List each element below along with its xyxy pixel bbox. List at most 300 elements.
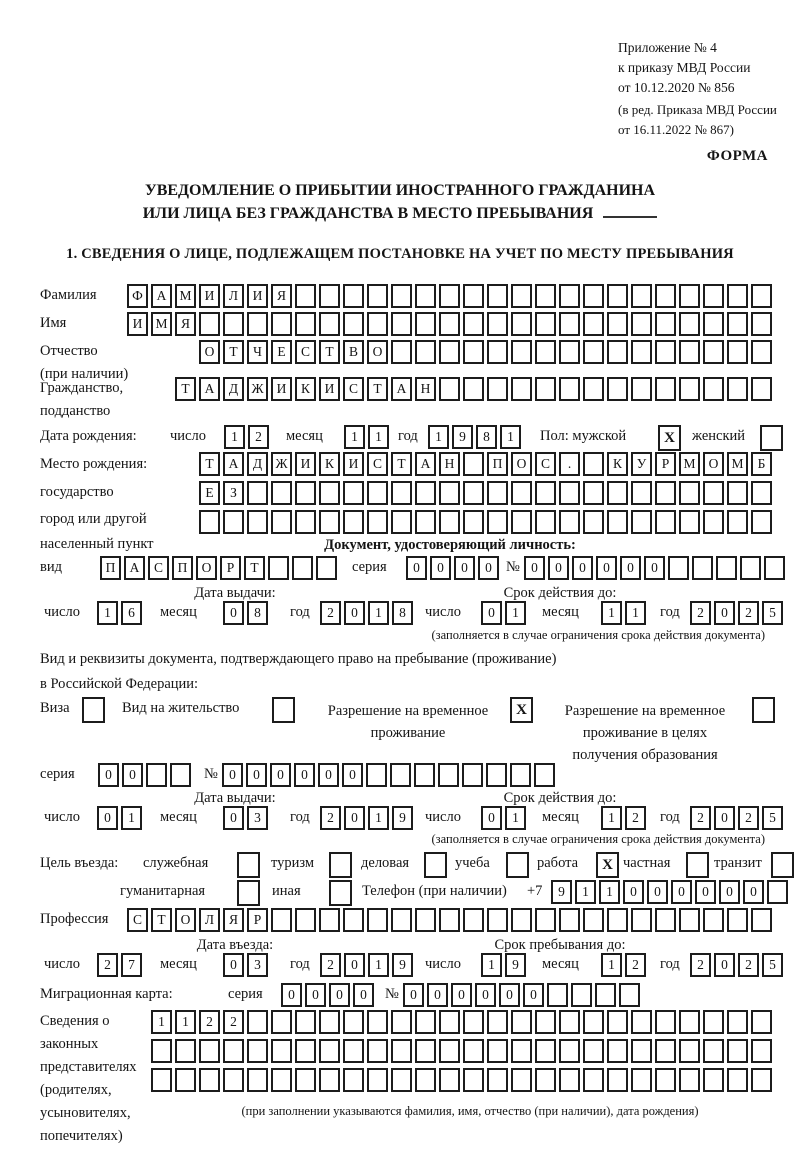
char-box[interactable] [367,312,388,336]
temp-residence-checkbox[interactable]: X [510,697,533,723]
char-box[interactable]: 2 [320,806,341,830]
char-box[interactable]: Т [391,452,412,476]
char-box[interactable] [751,510,772,534]
char-box[interactable] [367,1010,388,1034]
purpose-humanitarian-checkbox[interactable] [237,880,260,906]
char-box[interactable] [415,340,436,364]
char-box[interactable] [486,763,507,787]
char-box[interactable]: 0 [481,601,502,625]
char-box[interactable]: 8 [392,601,413,625]
char-box[interactable] [751,1010,772,1034]
char-box[interactable]: 1 [368,425,389,449]
char-box[interactable] [607,510,628,534]
char-box[interactable]: 1 [601,601,622,625]
char-box[interactable] [607,481,628,505]
char-box[interactable]: 1 [344,425,365,449]
char-box[interactable]: 9 [505,953,526,977]
char-box[interactable]: 0 [427,983,448,1007]
char-box[interactable]: 9 [551,880,572,904]
char-box[interactable] [511,1039,532,1063]
char-box[interactable] [767,880,788,904]
char-box[interactable] [619,983,640,1007]
char-box[interactable]: 0 [294,763,315,787]
char-box[interactable] [510,763,531,787]
char-box[interactable]: 1 [505,601,526,625]
char-box[interactable]: 0 [430,556,451,580]
char-box[interactable] [175,1068,196,1092]
char-box[interactable] [463,1068,484,1092]
char-box[interactable] [319,481,340,505]
char-box[interactable] [559,284,580,308]
char-box[interactable]: П [487,452,508,476]
char-box[interactable]: 0 [270,763,291,787]
char-box[interactable] [727,1039,748,1063]
char-box[interactable]: . [559,452,580,476]
char-box[interactable] [559,377,580,401]
char-box[interactable] [391,481,412,505]
char-box[interactable] [391,1010,412,1034]
char-box[interactable] [583,1010,604,1034]
purpose-official-checkbox[interactable] [237,852,260,878]
char-box[interactable] [343,481,364,505]
char-box[interactable]: 5 [762,806,783,830]
purpose-work-checkbox[interactable]: X [596,852,619,878]
char-box[interactable] [511,284,532,308]
char-box[interactable] [727,284,748,308]
char-box[interactable]: 0 [743,880,764,904]
char-box[interactable]: И [199,284,220,308]
char-box[interactable] [367,481,388,505]
char-box[interactable] [534,763,555,787]
char-box[interactable] [271,1010,292,1034]
char-box[interactable] [607,340,628,364]
char-box[interactable]: О [175,908,196,932]
char-box[interactable]: 0 [406,556,427,580]
char-box[interactable] [571,983,592,1007]
char-box[interactable] [547,983,568,1007]
char-box[interactable] [511,908,532,932]
char-box[interactable]: Д [223,377,244,401]
char-box[interactable]: М [175,284,196,308]
char-box[interactable] [463,481,484,505]
char-box[interactable] [727,377,748,401]
sex-male-checkbox[interactable]: X [658,425,681,451]
char-box[interactable] [151,1039,172,1063]
char-box[interactable] [271,481,292,505]
char-box[interactable] [679,377,700,401]
char-box[interactable]: 0 [548,556,569,580]
char-box[interactable] [391,340,412,364]
char-box[interactable] [487,908,508,932]
char-box[interactable] [679,312,700,336]
char-box[interactable] [439,510,460,534]
char-box[interactable] [295,1010,316,1034]
char-box[interactable]: 1 [625,601,646,625]
char-box[interactable] [295,908,316,932]
char-box[interactable] [487,1010,508,1034]
char-box[interactable] [511,1068,532,1092]
char-box[interactable]: У [631,452,652,476]
purpose-business-checkbox[interactable] [424,852,447,878]
char-box[interactable]: 2 [690,953,711,977]
char-box[interactable]: 0 [246,763,267,787]
char-box[interactable]: 0 [499,983,520,1007]
char-box[interactable]: 0 [223,601,244,625]
char-box[interactable] [175,1039,196,1063]
char-box[interactable] [559,908,580,932]
char-box[interactable]: Т [244,556,265,580]
char-box[interactable] [319,1068,340,1092]
char-box[interactable]: М [727,452,748,476]
char-box[interactable] [535,377,556,401]
char-box[interactable] [271,908,292,932]
char-box[interactable]: А [199,377,220,401]
char-box[interactable] [223,1068,244,1092]
char-box[interactable]: Т [319,340,340,364]
char-box[interactable]: Я [175,312,196,336]
char-box[interactable]: 9 [392,953,413,977]
char-box[interactable] [151,1068,172,1092]
char-box[interactable] [439,377,460,401]
char-box[interactable] [414,763,435,787]
char-box[interactable]: 3 [247,806,268,830]
purpose-tourism-checkbox[interactable] [329,852,352,878]
char-box[interactable] [462,763,483,787]
char-box[interactable] [391,1039,412,1063]
char-box[interactable]: Ж [247,377,268,401]
sex-female-checkbox[interactable] [760,425,783,451]
char-box[interactable] [367,510,388,534]
char-box[interactable] [703,377,724,401]
char-box[interactable] [679,1039,700,1063]
char-box[interactable] [607,377,628,401]
char-box[interactable] [703,1068,724,1092]
char-box[interactable] [583,1068,604,1092]
char-box[interactable] [703,1010,724,1034]
char-box[interactable] [199,1039,220,1063]
char-box[interactable] [268,556,289,580]
char-box[interactable] [727,510,748,534]
char-box[interactable] [764,556,785,580]
char-box[interactable]: 1 [481,953,502,977]
char-box[interactable] [487,1068,508,1092]
char-box[interactable] [703,908,724,932]
char-box[interactable]: 0 [475,983,496,1007]
char-box[interactable]: О [199,340,220,364]
char-box[interactable] [655,481,676,505]
char-box[interactable]: Е [271,340,292,364]
char-box[interactable] [727,1010,748,1034]
char-box[interactable] [583,510,604,534]
char-box[interactable]: 9 [392,806,413,830]
char-box[interactable] [535,908,556,932]
char-box[interactable]: 0 [695,880,716,904]
char-box[interactable] [343,1068,364,1092]
char-box[interactable]: 1 [601,806,622,830]
char-box[interactable]: 1 [428,425,449,449]
char-box[interactable] [535,284,556,308]
purpose-transit-checkbox[interactable] [771,852,794,878]
char-box[interactable] [559,312,580,336]
char-box[interactable] [391,510,412,534]
char-box[interactable] [703,340,724,364]
char-box[interactable]: Ф [127,284,148,308]
char-box[interactable] [415,1068,436,1092]
char-box[interactable]: 0 [620,556,641,580]
char-box[interactable]: 0 [318,763,339,787]
char-box[interactable]: А [391,377,412,401]
char-box[interactable]: И [343,452,364,476]
char-box[interactable] [415,510,436,534]
char-box[interactable] [655,340,676,364]
char-box[interactable] [319,312,340,336]
char-box[interactable]: 1 [121,806,142,830]
char-box[interactable]: А [415,452,436,476]
char-box[interactable] [535,481,556,505]
char-box[interactable] [438,763,459,787]
char-box[interactable]: 1 [601,953,622,977]
char-box[interactable]: 2 [199,1010,220,1034]
char-box[interactable] [631,908,652,932]
char-box[interactable]: 0 [98,763,119,787]
char-box[interactable]: 7 [121,953,142,977]
char-box[interactable] [463,284,484,308]
char-box[interactable] [655,377,676,401]
char-box[interactable] [439,1010,460,1034]
char-box[interactable] [595,983,616,1007]
char-box[interactable]: 9 [452,425,473,449]
char-box[interactable]: А [124,556,145,580]
char-box[interactable] [223,312,244,336]
char-box[interactable] [655,1068,676,1092]
char-box[interactable]: 2 [738,601,759,625]
char-box[interactable] [295,312,316,336]
char-box[interactable]: 8 [476,425,497,449]
char-box[interactable] [716,556,737,580]
char-box[interactable]: 0 [122,763,143,787]
char-box[interactable]: 2 [320,953,341,977]
char-box[interactable] [631,1039,652,1063]
char-box[interactable] [727,908,748,932]
char-box[interactable] [511,510,532,534]
char-box[interactable] [703,510,724,534]
char-box[interactable] [511,481,532,505]
char-box[interactable] [295,1068,316,1092]
char-box[interactable]: 6 [121,601,142,625]
char-box[interactable] [631,1010,652,1034]
char-box[interactable] [487,1039,508,1063]
char-box[interactable]: Т [367,377,388,401]
purpose-study-checkbox[interactable] [506,852,529,878]
char-box[interactable] [319,1010,340,1034]
char-box[interactable] [391,284,412,308]
edu-residence-checkbox[interactable] [752,697,775,723]
char-box[interactable] [223,1039,244,1063]
char-box[interactable] [679,1010,700,1034]
char-box[interactable] [559,1010,580,1034]
char-box[interactable]: 1 [368,806,389,830]
char-box[interactable]: 0 [344,601,365,625]
char-box[interactable] [295,1039,316,1063]
char-box[interactable]: 1 [175,1010,196,1034]
char-box[interactable]: 2 [320,601,341,625]
char-box[interactable]: П [172,556,193,580]
char-box[interactable] [511,340,532,364]
char-box[interactable]: 1 [224,425,245,449]
char-box[interactable]: С [148,556,169,580]
char-box[interactable] [607,908,628,932]
char-box[interactable]: И [127,312,148,336]
char-box[interactable] [439,1039,460,1063]
char-box[interactable]: С [343,377,364,401]
char-box[interactable] [607,312,628,336]
char-box[interactable]: 0 [223,806,244,830]
char-box[interactable] [415,481,436,505]
char-box[interactable]: А [223,452,244,476]
char-box[interactable] [655,510,676,534]
char-box[interactable] [631,510,652,534]
char-box[interactable] [679,510,700,534]
char-box[interactable]: 1 [151,1010,172,1034]
char-box[interactable] [343,1039,364,1063]
char-box[interactable]: М [151,312,172,336]
char-box[interactable]: 1 [505,806,526,830]
char-box[interactable] [319,510,340,534]
char-box[interactable]: Р [655,452,676,476]
char-box[interactable] [271,1068,292,1092]
char-box[interactable] [343,312,364,336]
char-box[interactable] [559,1068,580,1092]
char-box[interactable] [487,340,508,364]
char-box[interactable] [751,312,772,336]
char-box[interactable] [415,284,436,308]
visa-checkbox[interactable] [82,697,105,723]
char-box[interactable]: В [343,340,364,364]
char-box[interactable]: С [295,340,316,364]
char-box[interactable]: Р [247,908,268,932]
char-box[interactable]: И [295,452,316,476]
char-box[interactable] [559,510,580,534]
char-box[interactable] [487,377,508,401]
char-box[interactable] [487,284,508,308]
char-box[interactable] [439,312,460,336]
char-box[interactable]: И [271,377,292,401]
char-box[interactable] [439,1068,460,1092]
char-box[interactable]: 2 [625,953,646,977]
char-box[interactable]: К [319,452,340,476]
char-box[interactable]: 2 [690,601,711,625]
char-box[interactable]: 2 [625,806,646,830]
char-box[interactable] [679,1068,700,1092]
char-box[interactable]: Т [175,377,196,401]
char-box[interactable]: 1 [368,953,389,977]
char-box[interactable]: Р [220,556,241,580]
char-box[interactable]: 2 [248,425,269,449]
char-box[interactable] [343,284,364,308]
char-box[interactable] [583,481,604,505]
char-box[interactable] [390,763,411,787]
char-box[interactable]: 0 [714,601,735,625]
char-box[interactable]: К [295,377,316,401]
char-box[interactable] [583,452,604,476]
char-box[interactable] [751,284,772,308]
char-box[interactable]: И [247,284,268,308]
char-box[interactable] [199,1068,220,1092]
char-box[interactable] [535,1039,556,1063]
char-box[interactable] [655,1010,676,1034]
char-box[interactable] [511,1010,532,1034]
char-box[interactable]: 0 [97,806,118,830]
char-box[interactable]: 0 [329,983,350,1007]
char-box[interactable]: Е [199,481,220,505]
char-box[interactable]: 5 [762,601,783,625]
char-box[interactable] [439,284,460,308]
char-box[interactable] [463,908,484,932]
char-box[interactable]: Ж [271,452,292,476]
char-box[interactable]: С [535,452,556,476]
char-box[interactable] [391,312,412,336]
char-box[interactable]: Т [151,908,172,932]
char-box[interactable]: 0 [344,806,365,830]
char-box[interactable] [751,340,772,364]
char-box[interactable]: 0 [671,880,692,904]
char-box[interactable] [439,908,460,932]
char-box[interactable]: 0 [596,556,617,580]
char-box[interactable] [607,1010,628,1034]
char-box[interactable]: А [151,284,172,308]
char-box[interactable] [727,312,748,336]
char-box[interactable] [679,340,700,364]
char-box[interactable] [703,312,724,336]
char-box[interactable]: 0 [281,983,302,1007]
char-box[interactable] [740,556,761,580]
char-box[interactable]: Д [247,452,268,476]
char-box[interactable] [535,312,556,336]
char-box[interactable]: Ч [247,340,268,364]
char-box[interactable] [463,340,484,364]
char-box[interactable]: 0 [454,556,475,580]
char-box[interactable] [583,340,604,364]
char-box[interactable]: 0 [647,880,668,904]
char-box[interactable] [655,1039,676,1063]
char-box[interactable] [463,312,484,336]
char-box[interactable] [607,1068,628,1092]
char-box[interactable] [319,284,340,308]
char-box[interactable] [535,510,556,534]
char-box[interactable] [487,481,508,505]
char-box[interactable]: О [703,452,724,476]
char-box[interactable] [415,1010,436,1034]
char-box[interactable]: К [607,452,628,476]
char-box[interactable]: О [511,452,532,476]
char-box[interactable] [583,377,604,401]
residence-permit-checkbox[interactable] [272,697,295,723]
char-box[interactable] [367,1068,388,1092]
char-box[interactable] [199,312,220,336]
char-box[interactable] [295,284,316,308]
char-box[interactable] [247,481,268,505]
char-box[interactable] [583,1039,604,1063]
char-box[interactable] [703,1039,724,1063]
char-box[interactable]: 2 [738,806,759,830]
char-box[interactable] [583,908,604,932]
char-box[interactable]: 0 [714,806,735,830]
char-box[interactable] [559,340,580,364]
char-box[interactable] [247,1039,268,1063]
char-box[interactable]: З [223,481,244,505]
char-box[interactable] [751,1068,772,1092]
purpose-private-checkbox[interactable] [686,852,709,878]
